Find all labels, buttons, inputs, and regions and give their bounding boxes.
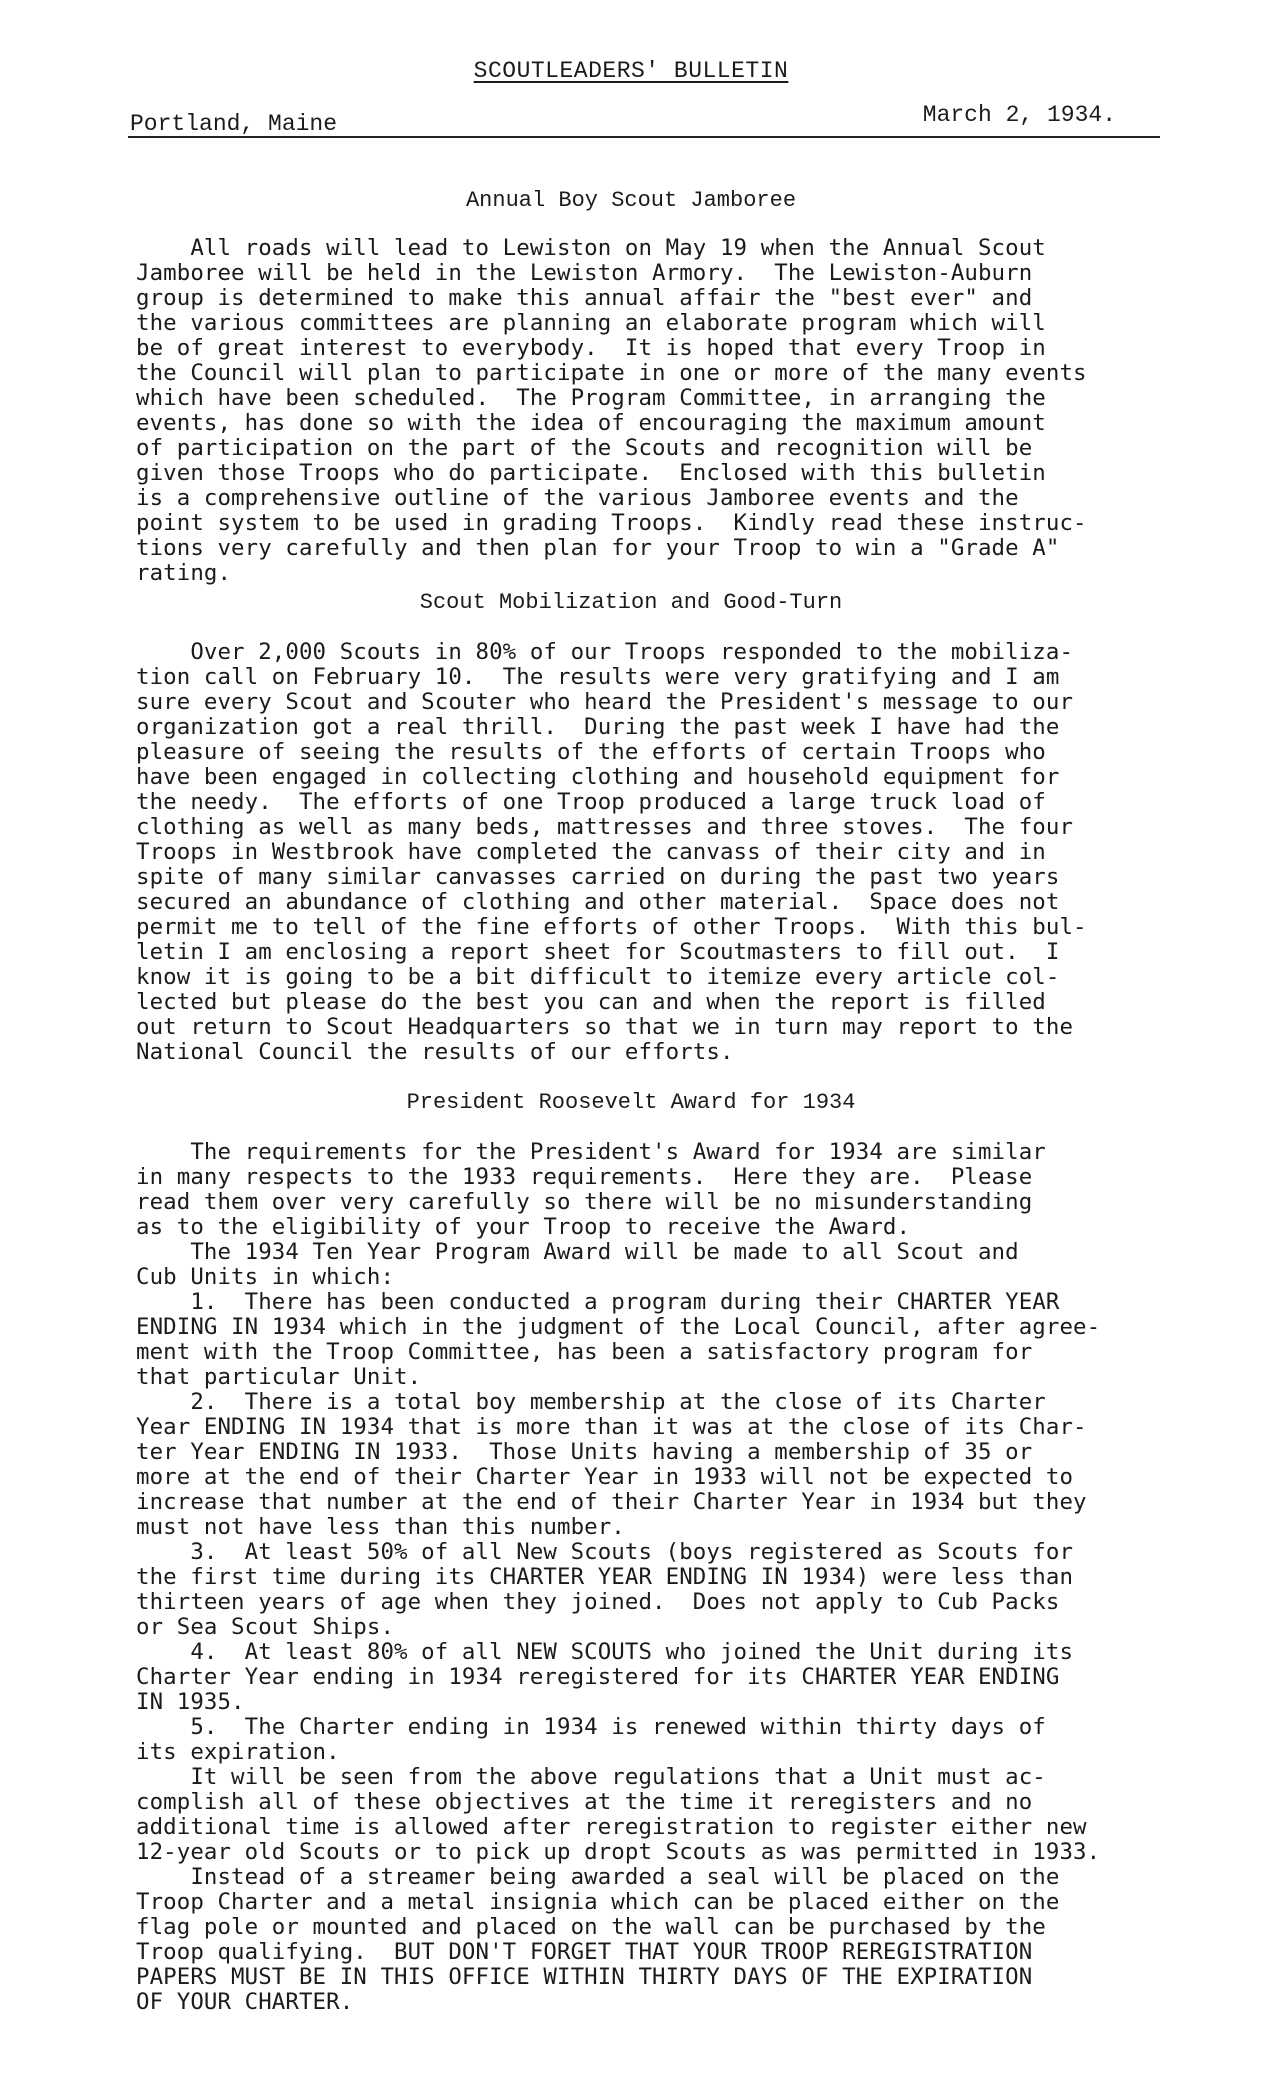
text-line: complish all of these objectives at the time it reregisters and no [136, 1789, 1033, 1815]
dateline-place: Portland, Maine [130, 111, 338, 137]
text-line: increase that number at the end of their Charter Year in 1934 but they [136, 1489, 1087, 1515]
text-line: ment with the Troop Committee, has been a satisfactory program for [136, 1339, 1033, 1365]
text-line: tion call on February 10. The results were very gratifying and I am [136, 664, 1060, 690]
text-line: spite of many similar canvasses carried on during the past two years [136, 864, 1060, 890]
text-line: Instead of a streamer being awarded a seal will be placed on the [136, 1864, 1060, 1890]
text-line: the first time during its CHARTER YEAR ENDING IN 1934) were less than [136, 1564, 1074, 1590]
text-line: point system to be used in grading Troops. Kindly read these instruc- [136, 510, 1087, 536]
text-line: 5. The Charter ending in 1934 is renewed within thirty days of [136, 1714, 1046, 1740]
text-line: be of great interest to everybody. It is hoped that every Troop in [136, 335, 1046, 361]
text-line: out return to Scout Headquarters so that we in turn may report to the [136, 1014, 1074, 1040]
text-line: organization got a real thrill. During the past week I have had the [136, 714, 1060, 740]
text-line: read them over very carefully so there will be no misunderstanding [136, 1189, 1033, 1215]
text-line: ENDING IN 1934 which in the judgment of the Local Council, after agree- [136, 1314, 1101, 1340]
text-line: The requirements for the President's Award for 1934 are similar [136, 1139, 1046, 1165]
text-line: Charter Year ending in 1934 reregistered for its CHARTER YEAR ENDING [136, 1664, 1060, 1690]
section-heading-roosevelt-award: President Roosevelt Award for 1934 [406, 1090, 856, 1115]
text-line: pleasure of seeing the results of the efforts of certain Troops who [136, 739, 1046, 765]
text-line: more at the end of their Charter Year in 1933 will not be expected to [136, 1464, 1074, 1490]
text-line: OF YOUR CHARTER. [136, 1989, 354, 2015]
text-line: in many respects to the 1933 requirements. Here they are. Please [136, 1164, 1033, 1190]
section-body-roosevelt-award [136, 1140, 1176, 2015]
text-line: must not have less than this number. [136, 1514, 625, 1540]
masthead-title: SCOUTLEADERS' BULLETIN [473, 58, 789, 84]
text-line: is a comprehensive outline of the various Jamboree events and the [136, 485, 1019, 511]
dateline [128, 102, 1160, 138]
text-line: of participation on the part of the Scouts and recognition will be [136, 435, 1033, 461]
masthead [0, 58, 1262, 84]
text-line: rating. [136, 560, 232, 586]
text-line: clothing as well as many beds, mattresses and three stoves. The four [136, 814, 1074, 840]
text-line: ter Year ENDING IN 1933. Those Units having a membership of 35 or [136, 1439, 1033, 1465]
text-line: Troop qualifying. BUT DON'T FORGET THAT YOUR TROOP REREGISTRATION [136, 1939, 1033, 1965]
text-line: events, has done so with the idea of encouraging the maximum amount [136, 410, 1046, 436]
text-line: the various committees are planning an elaborate program which will [136, 310, 1046, 336]
text-line: sure every Scout and Scouter who heard the President's message to our [136, 689, 1074, 715]
text-line: thirteen years of age when they joined. Does not apply to Cub Packs [136, 1589, 1060, 1615]
text-line: IN 1935. [136, 1689, 245, 1715]
text-line: additional time is allowed after reregistration to register either new [136, 1814, 1087, 1840]
text-line: National Council the results of our efforts. [136, 1039, 734, 1065]
section-body-mobilization [136, 640, 1176, 1065]
text-line: 4. At least 80% of all NEW SCOUTS who joined the Unit during its [136, 1639, 1074, 1665]
text-line: Troop Charter and a metal insignia which can be placed either on the [136, 1889, 1060, 1915]
text-line: secured an abundance of clothing and other material. Space does not [136, 889, 1060, 915]
text-line: given those Troops who do participate. Enclosed with this bulletin [136, 460, 1046, 486]
text-line: It will be seen from the above regulations that a Unit must ac- [136, 1764, 1046, 1790]
text-line: Jamboree will be held in the Lewiston Armory. The Lewiston-Auburn [136, 260, 1033, 286]
text-line: letin I am enclosing a report sheet for Scoutmasters to fill out. I [136, 939, 1060, 965]
text-line: tions very carefully and then plan for your Troop to win a "Grade A" [136, 535, 1060, 561]
text-line: Year ENDING IN 1934 that is more than it was at the close of its Char- [136, 1414, 1087, 1440]
text-line: group is determined to make this annual affair the "best ever" and [136, 285, 1033, 311]
text-line: PAPERS MUST BE IN THIS OFFICE WITHIN THIRTY DAYS OF THE EXPIRATION [136, 1964, 1033, 1990]
section-heading-mobilization: Scout Mobilization and Good-Turn [419, 590, 843, 615]
text-line: its expiration. [136, 1739, 340, 1765]
text-line: as to the eligibility of your Troop to receive the Award. [136, 1214, 911, 1240]
text-line: that particular Unit. [136, 1364, 422, 1390]
text-line: Cub Units in which: [136, 1264, 395, 1290]
text-line: flag pole or mounted and placed on the wall can be purchased by the [136, 1914, 1046, 1940]
text-line: lected but please do the best you can and when the report is filled [136, 989, 1046, 1015]
dateline-date: March 2, 1934. [922, 102, 1116, 128]
text-line: 1. There has been conducted a program during their CHARTER YEAR [136, 1289, 1060, 1315]
text-line: All roads will lead to Lewiston on May 19 when the Annual Scout [136, 235, 1046, 261]
text-line: 2. There is a total boy membership at the close of its Charter [136, 1389, 1046, 1415]
section-body-jamboree [136, 236, 1176, 586]
text-line: or Sea Scout Ships. [136, 1614, 395, 1640]
text-line: The 1934 Ten Year Program Award will be made to all Scout and [136, 1239, 1019, 1265]
text-line: have been engaged in collecting clothing and household equipment for [136, 764, 1060, 790]
text-line: which have been scheduled. The Program Committee, in arranging the [136, 385, 1046, 411]
text-line: 3. At least 50% of all New Scouts (boys registered as Scouts for [136, 1539, 1074, 1565]
section-heading-jamboree: Annual Boy Scout Jamboree [465, 188, 797, 213]
text-line: Troops in Westbrook have completed the canvass of their city and in [136, 839, 1046, 865]
text-line: the needy. The efforts of one Troop produced a large truck load of [136, 789, 1046, 815]
text-line: permit me to tell of the fine efforts of other Troops. With this bul- [136, 914, 1087, 940]
text-line: the Council will plan to participate in one or more of the many events [136, 360, 1087, 386]
text-line: know it is going to be a bit difficult to itemize every article col- [136, 964, 1060, 990]
text-line: 12-year old Scouts or to pick up dropt Scouts as was permitted in 1933. [136, 1839, 1101, 1865]
text-line: Over 2,000 Scouts in 80% of our Troops responded to the mobiliza- [136, 639, 1074, 665]
